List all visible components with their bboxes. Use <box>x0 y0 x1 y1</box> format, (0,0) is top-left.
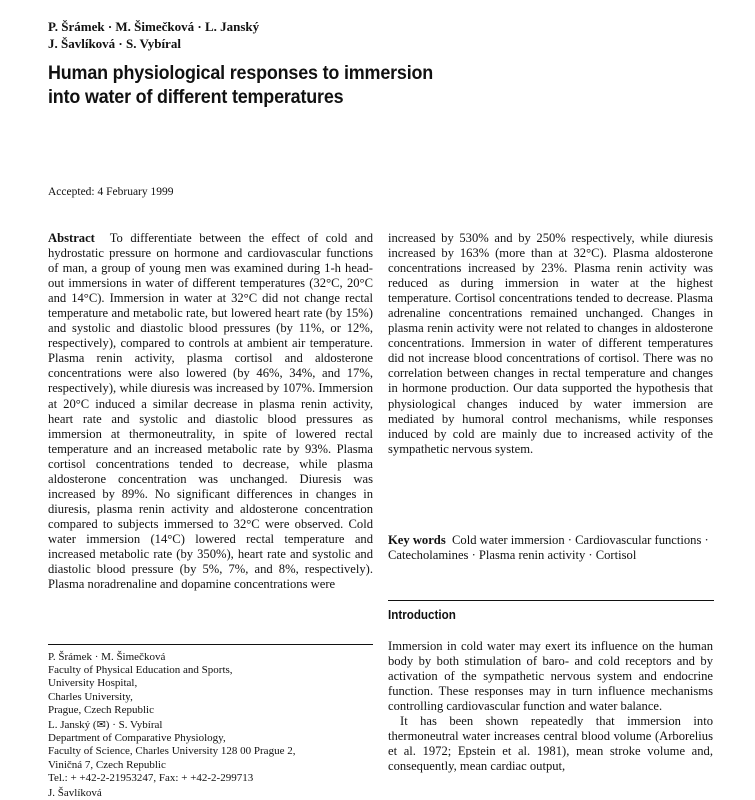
affiliation-line: L. Janský (✉) · S. Vybíral <box>48 719 163 731</box>
affiliation-line: Faculty of Science, Charles University 128 00 Prague 2, <box>48 745 296 758</box>
affiliation-group-2 <box>48 719 373 785</box>
abstract-label: Abstract <box>48 231 95 245</box>
title-line-1: Human physiological responses to immersion <box>48 62 434 84</box>
affiliation-line: Department of Comparative Physiology, <box>48 732 226 745</box>
abstract-text-part-2: increased by 530% and by 250% respectively, while diuresis increased by 163% (more than at 32°C). Plasma aldosterone concentrations increased by 23%. Plasma renin activity was reduced as during immersion in water at the highest temperature. Cortisol concentrations tended to decrease. Plasma adrenaline concentrations remained unchanged. Changes in plasma renin activity were not related to changes in aldosterone concentrations. Immersion in water of different temperatures did not increase blood concentrations of cortisol. There was no correlation between changes in rectal temperature and changes in hormone production. Our data supported the hypothesis that physiological changes induced by water immersion are mediated by humoral control mechanisms, while responses induced by cold are mainly due to increased activity of the sympathetic nervous system. <box>388 231 713 456</box>
abstract-text-part-1: To differentiate between the effect of cold and hydrostatic pressure on hormone and cardiovascular functions of man, a group of young men was examined during 1-h head-out immersions in water of different temperatures (32°C, 20°C and 14°C). Immersion in water at 32°C did not change rectal temperature and metabolic rate, but lowered heart rate (by 15%) and systolic and diastolic blood pressures (by 11%, or 12%, respectively), compared to controls at ambient air temperature. Plasma renin activity, plasma cortisol and aldosterone concentrations were also lowered (by 46%, 34%, and 17%, respectively), while diuresis was increased by 107%. Immersion at 20°C induced a similar decrease in plasma renin activity, heart rate and systolic and diastolic blood pressures as immersion at thermoneutrality, in spite of lowered rectal temperature and an increased metabolic rate by 93%. Plasma cortisol concentrations tended to decrease, while plasma aldosterone concentration was unchanged. Diuresis was increased by 89%. No significant differences in changes in diuresis, plasma renin activity and aldosterone concentration compared to subjects immersed to 32°C were observed. Cold water immersion (14°C) lowered rectal temperature and increased metabolic rate (by 350%), heart rate and systolic and diastolic blood pressure (by 5%, 7%, and 8%, respectively). Plasma noradrenaline and dopamine concentrations were <box>48 231 373 592</box>
abstract-column-right <box>388 231 713 457</box>
author-list <box>48 18 448 52</box>
affiliation-line: Faculty of Physical Education and Sports, <box>48 664 233 677</box>
footnote-divider <box>48 644 373 645</box>
keywords-text: Cold water immersion · Cardiovascular functions · Catecholamines · Plasma renin activity · Cortisol <box>388 533 709 563</box>
affiliation-group-1 <box>48 651 373 717</box>
accepted-date: Accepted: 4 February 1999 <box>48 186 174 198</box>
section-heading-introduction: Introduction <box>388 608 456 622</box>
affiliation-line: Tel.: + +42-2-21953247, Fax: + +42-2-299713 <box>48 771 254 784</box>
affiliation-line: Viničná 7, Czech Republic <box>48 758 166 771</box>
affiliation-line: J. Šavlíková <box>48 787 102 799</box>
article-title <box>48 61 508 109</box>
authors-line-2: J. Šavlíková · S. Vybíral <box>48 36 181 51</box>
abstract-column-left <box>48 231 373 592</box>
intro-paragraph-1: Immersion in cold water may exert its influence on the human body by both stimulation of baro- and cold receptors and by activation of the sympathetic nervous system and endocrine function. These responses may in turn influence mechanisms controlling cardiovascular function and water balance. <box>388 639 713 714</box>
keywords <box>388 533 713 563</box>
affiliation-line: P. Šrámek · M. Šimečková <box>48 651 166 663</box>
title-line-2: into water of different temperatures <box>48 86 344 108</box>
authors-line-1: P. Šrámek · M. Šimečková · L. Janský <box>48 19 260 34</box>
affiliation-line: Prague, Czech Republic <box>48 703 154 716</box>
introduction-text <box>388 639 713 774</box>
keywords-label: Key words <box>388 533 446 547</box>
affiliation-line: University Hospital, <box>48 677 138 690</box>
affiliation-line: Charles University, <box>48 690 133 703</box>
intro-paragraph-2: It has been shown repeatedly that immersion into thermoneutral water increases central blood volume (Arborelius et al. 1972; Epstein et al. 1981), mean stroke volume and, consequently, mean cardiac output, <box>388 714 713 774</box>
section-divider <box>388 600 714 601</box>
